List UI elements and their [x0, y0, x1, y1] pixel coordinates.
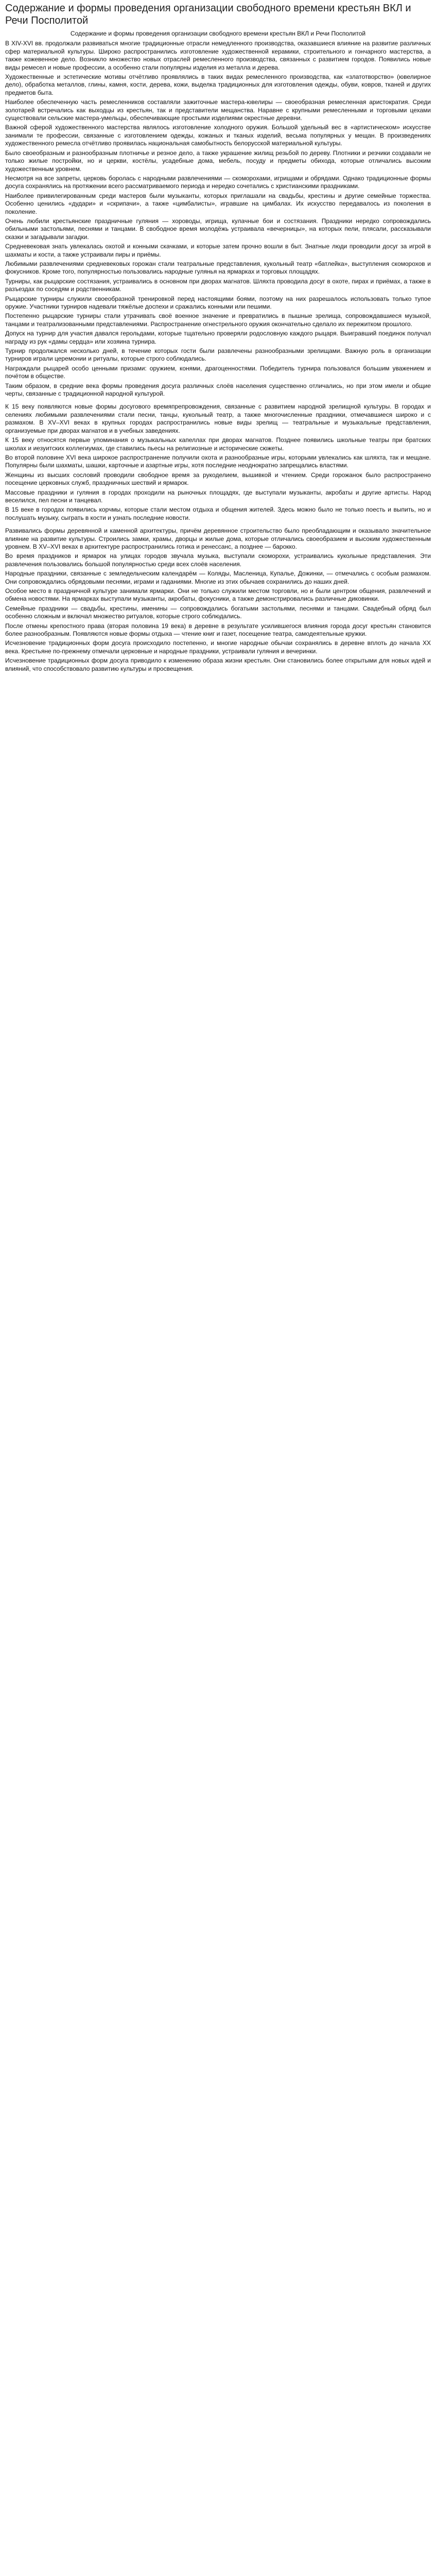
document-page — [0, 0, 436, 685]
paragraph: Исчезновение традиционных форм досуга приводило к изменению образа жизни крестьян. Они становились более открытыми для новых идей и влияний, что способствовало развитию культуры и просвещения. — [5, 657, 431, 672]
paragraph: Массовые праздники и гуляния в городах проходили на рыночных площадях, где выступали музыканты, акробаты и другие артисты. Народ веселился, пел песни и танцевал. — [5, 488, 431, 504]
paragraph: Наиболее обеспеченную часть ремесленников составляли зажиточные мастера-ювелиры — своеобразная ремесленная аристократия. Среди золотарей встречались как выходцы из крестьян, так и представители мещанства. Наравне с крупными ремесленными и торговыми цехами существовали сельские мастера-умельцы, обеспечивающие простыми изделиями окрестные деревни. — [5, 98, 431, 122]
document-body-part-3 — [5, 527, 431, 673]
paragraph: Постепенно рыцарские турниры стали утрачивать своё военное значение и превратились в пышные зрелища, сопровождавшиеся музыкой, танцами и театрализованными представлениями. Распространение огнестрельного оружия окончательно сделало их пережитком прошлого. — [5, 312, 431, 328]
paragraph: Семейные праздники — свадьбы, крестины, именины — сопровождались богатыми застольями, песнями и танцами. Свадебный обряд был особенно сложным и включал множество ритуалов, которые строго соблюдались. — [5, 604, 431, 620]
paragraph: Женщины из высших сословий проводили свободное время за рукоделием, вышивкой и чтением. Среди горожанок было распространено посещение церковных служб, праздничных шествий и ярмарок. — [5, 471, 431, 487]
paragraph: Было своеобразным и разнообразным плотничье и резное дело, а также украшение жилищ резьбой по дереву. Плотники и резчики создавали не только жилые постройки, но и церкви, костёлы, усадебные дома, мебель, посуду и предметы обихода, которые отличались высоким художественным уровнем. — [5, 149, 431, 173]
paragraph: После отмены крепостного права (вторая половина 19 века) в деревне в результате усилившегося влияния города досуг крестьян становится более разнообразным. Появляются новые формы отдыха — чтение книг и газет, посещение театра, самодеятельные кружки. — [5, 622, 431, 638]
document-title: Содержание и формы проведения организации свободного времени крестьян ВКЛ и Речи Посполитой — [5, 3, 411, 26]
paragraph: Таким образом, в средние века формы проведения досуга различных слоёв населения существенно отличались, но при этом имели и общие черты, связанные с традиционной народной культурой. — [5, 382, 431, 398]
paragraph: Исчезновение традиционных форм досуга происходило постепенно, и многие народные обычаи сохранялись в деревне вплоть до начала XX века. Крестьяне по-прежнему отмечали церковные и народные праздники, устраивали гуляния и вечеринки. — [5, 639, 431, 655]
paragraph: Во второй половине XVI века широкое распространение получили охота и разнообразные игры, которыми увлекались как шляхта, так и мещане. Популярны были шахматы, шашки, карточные и азартные игры, хотя последние неоднократно запрещались властями. — [5, 453, 431, 469]
paragraph: Народные праздники, связанные с земледельческим календарём — Коляды, Масленица, Купалье, Дожинки, — отмечались с особым размахом. Они сопровождались обрядовыми песнями, играми и гаданиями. Многие из этих обычаев сохранились до наших дней. — [5, 570, 431, 585]
paragraph: Допуск на турнир для участия давался герольдами, которые тщательно проверяли родословную каждого рыцаря. Выигравший поединок получал награду из рук «дамы сердца» или хозяина турнира. — [5, 330, 431, 345]
paragraph: Развивались формы деревянной и каменной архитектуры, причём деревянное строительство было преобладающим и оказывало значительное влияние на развитие культуры. Строились замки, храмы, дворцы и жилые дома, которые отличались своеобразием и высоким художественным уровнем. В XV–XVI веках в архитектуре распространились готика и ренессанс, а позднее — барокко. — [5, 527, 431, 550]
paragraph: Наиболее привилегированным среди мастеров были музыканты, которых приглашали на свадьбы, крестины и другие семейные торжества. Особенно ценились «дудари» и «скрипачи», а также «цимбалисты», игравшие на цимбалах. Их искусство передавалось из поколения в поколение. — [5, 192, 431, 215]
paragraph: Турниры, как рыцарские состязания, устраивались в основном при дворах магнатов. Шляхта проводила досуг в охоте, пирах и приёмах, а также в разъездах по соседям и родственникам. — [5, 277, 431, 293]
paragraph: Несмотря на все запреты, церковь боролась с народными развлечениями — скоморохами, игрищами и обрядами. Однако традиционные формы досуга сохранялись на протяжении всего рассматриваемого периода и нередко сочетались с христианскими праздниками. — [5, 174, 431, 190]
paragraph: Особое место в праздничной культуре занимали ярмарки. Они не только служили местом торговли, но и были центром общения, развлечений и обмена новостями. На ярмарках выступали музыканты, акробаты, фокусники, а также демонстрировались различные диковинки. — [5, 587, 431, 603]
paragraph: Во время праздников и ярмарок на улицах городов звучала музыка, выступали скоморохи, устраивались кукольные представления. Эти развлечения пользовались большой популярностью среди всех слоёв населения. — [5, 552, 431, 568]
paragraph: Награждали рыцарей особо ценными призами: оружием, конями, драгоценностями. Победитель турнира пользовался большим уважением и почётом в обществе. — [5, 364, 431, 380]
paragraph: Художественные и эстетические мотивы отчётливо проявлялись в таких видах ремесленного производства, как «златотворство» (ювелирное дело), обработка металлов, глины, камня, кости, дерева, кожи, выделка традиционных для изготовления одежды, обуви, ковров, тканей и других предметов быта. — [5, 73, 431, 96]
document-body-part-2 — [5, 403, 431, 522]
document-subtitle: Содержание и формы проведения организации свободного времени крестьян ВКЛ и Речи Посполитой — [70, 30, 366, 37]
paragraph: Рыцарские турниры служили своеобразной тренировкой перед настоящими боями, поэтому на них разрешалось использовать только тупое оружие. Участники турниров надевали тяжёлые доспехи и сражались конными или пешими. — [5, 295, 431, 310]
paragraph: Средневековая знать увлекалась охотой и конными скачками, и которые затем прочно вошли в быт. Знатные люди проводили досуг за игрой в шахматы и кости, а также устраивали пиры и приёмы. — [5, 243, 431, 258]
paragraph: Турнир продолжался несколько дней, в течение которых гости были развлечены разнообразными зрелищами. Важную роль в организации турниров играли церемонии и ритуалы, которые строго соблюдались. — [5, 347, 431, 363]
document-body-part-1 — [5, 40, 431, 398]
paragraph: В XIV-XVI вв. продолжали развиваться многие традиционные отрасли немедленного производства, оказавшиеся влияние на развитие различных сфер материальной культуры. Широко распространились изготовление художественной керамики, строительного и гончарного мастерства, а также кожевенное дело. Возникло множество новых отраслей ремесленного производства, связанных с развитием городов. Появились новые виды ремесел и новые профессии, а особенно стали популярны изделия из металла и дерева. — [5, 40, 431, 71]
paragraph: В 15 веке в городах появились корчмы, которые стали местом отдыха и общения жителей. Здесь можно было не только поесть и выпить, но и послушать музыку, сыграть в кости и узнать последние новости. — [5, 506, 431, 521]
paragraph: Важной сферой художественного мастерства являлось изготовление холодного оружия. Большой удельный вес в «артистическом» искусстве занимали те профессии, связанные с изготовлением одежды, кожаных и тканых изделий, весьма популярных у мещан. В произведениях художественного ремесла отчётливо проявилась национальная самобытность белорусской материальной культуры. — [5, 124, 431, 147]
paragraph: К 15 веку появляются новые формы досугового времяпрепровождения, связанные с развитием народной зрелищной культуры. В городах и селениях любимыми развлечениями стали песни, танцы, кукольный театр, а также многочисленные праздники, отмечавшиеся широко и с размахом. В XV–XVI веках в крупных городах распространились новые виды зрелищ — театральные и музыкальные представления, организуемые при дворах магнатов и в учебных заведениях. — [5, 403, 431, 434]
paragraph: К 15 веку относятся первые упоминания о музыкальных капеллах при дворах магнатов. Позднее появились школьные театры при братских школах и иезуитских коллегиумах, где ставились пьесы на религиозные и исторические сюжеты. — [5, 436, 431, 452]
paragraph: Очень любили крестьянские праздничные гуляния — хороводы, игрища, кулачные бои и состязания. Праздники нередко сопровождались обильными застольями, песнями и танцами. В свободное время молодёжь устраивала «вечерницы», на которых пели, плясали, рассказывали сказки и загадывали загадки. — [5, 217, 431, 241]
paragraph: Любимыми развлечениями средневековых горожан стали театральные представления, кукольный театр «батлейка», выступления скоморохов и фокусников. Кроме того, популярностью пользовались народные гулянья на ярмарках и торговых площадях. — [5, 260, 431, 276]
